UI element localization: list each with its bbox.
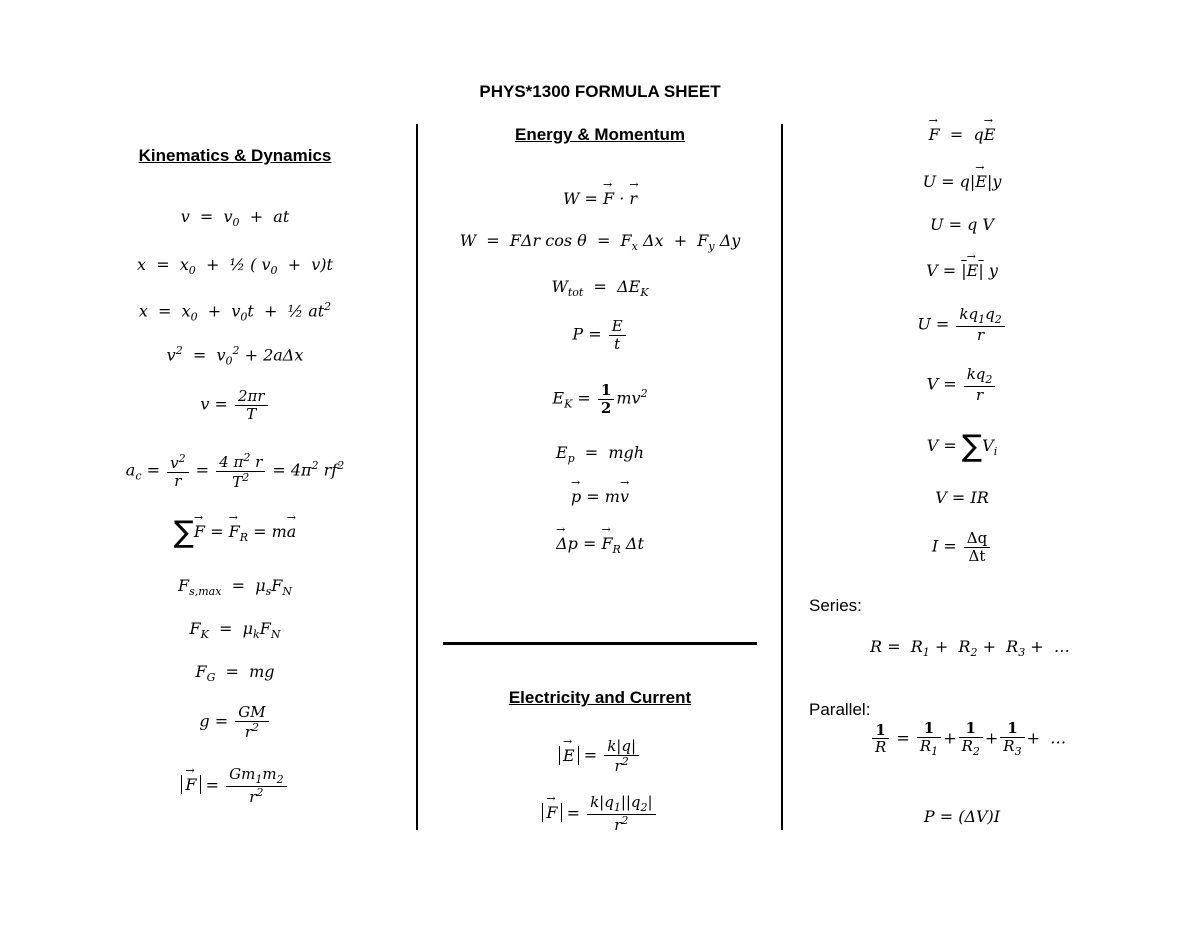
formula-kinetic-energy: $E_K$ = $\frac{1}{2}$ $mv^2$ <box>552 381 648 417</box>
section-heading-electricity: Electricity and Current <box>508 688 692 707</box>
formula-work-dot: W = → F · → r <box>450 190 750 208</box>
formula-electric-force: → F = q→ E <box>812 126 1112 144</box>
formula-newton-second-law: ∑→ F = → $F_R = m\to a$ <box>85 516 385 549</box>
formula-velocity: $v = v_0$ + at <box>180 207 290 230</box>
formula-ohms-law: V = IR <box>935 488 989 507</box>
section-heading-kinematics: Kinematics & Dynamics <box>138 146 332 165</box>
formula-voltage-field: V = |→ E| y <box>812 262 1112 280</box>
section-heading-energy: Energy & Momentum <box>514 125 686 144</box>
formula-electric-field: → E = $\frac{k|q|}{r^2}$ <box>450 738 750 774</box>
formula-position-accel: $x = x_0 + v_0t$ + ½ $at^2$ <box>138 300 332 324</box>
formula-power: P = $\frac{E}{t}$ <box>450 318 750 352</box>
formula-position-avg: $x = x_0$ + ½ ( $v_0 + v)t$ <box>137 255 333 278</box>
formula-impulse: → Δp = → $F_R$ Δt <box>450 535 750 556</box>
formula-potential-energy-charges: U = $\frac{kq_1q_2}{r}$ <box>812 306 1112 344</box>
formula-velocity-squared: $v^2 = v_0^2 + 2a\Delta x$ <box>166 344 304 368</box>
parallel-label: Parallel: <box>809 700 871 719</box>
formula-coulomb-law: → F = $\frac{k|q_1||q_2|}{r^2}$ <box>450 794 750 834</box>
formula-parallel-resistance: $\frac{1}{R}$ = $\frac{1}{R_1}$ + $\frac{1}{R_2}$ + $\frac{1}{R_3}$ + … <box>870 720 1066 758</box>
formula-potential-energy-voltage: U = q V <box>930 215 994 234</box>
formula-electric-potential-energy-field: U = q|→ E|y <box>812 173 1112 191</box>
formula-circular-velocity: v = $\frac{2\pi r}{T}$ <box>85 388 385 422</box>
formula-gravitational-field: g = $\frac{GM}{r^2}$ <box>85 704 385 740</box>
formula-current: I = $\frac{\Delta q}{\Delta t}$ <box>812 530 1112 564</box>
formula-universal-gravitation: → F = $\frac{Gm_1m_2}{r^2}$ <box>85 766 385 806</box>
formula-potential-sum: $V = \sum V_i$ <box>926 429 998 464</box>
formula-momentum: → p = m→ v <box>450 488 750 506</box>
formula-potential-point-charge: V = $\frac{kq_2}{r}$ <box>812 366 1112 404</box>
formula-work-components: W = FΔr $\cos \theta = F_x$ $\Delta x + F_y$ Δy <box>459 231 741 254</box>
formula-electric-power: P = (ΔV)I <box>923 807 1001 826</box>
formula-potential-energy: $E_p$ = mgh <box>555 443 645 466</box>
section-divider <box>443 642 757 645</box>
formula-centripetal-accel: $a_c$ = $\frac{v^2}{r}$ = $\frac{4 \pi^2 r}{T^2}$ = $4\pi^2$ $rf^2$ <box>125 451 345 491</box>
formula-work-energy: $W_{tot} = \Delta E_K$ <box>551 277 649 300</box>
formula-static-friction: $F_{s,max} = \mu_sF_N$ <box>178 576 292 599</box>
formula-kinetic-friction: $F_K = \mu_kF_N$ <box>189 619 281 642</box>
column-divider-right <box>781 124 783 830</box>
formula-series-resistance: $R = R_1 + R_2 + R_3$ + … <box>870 637 1070 660</box>
page-title: PHYS*1300 FORMULA SHEET <box>479 82 721 101</box>
formula-gravity-force: $F_G$ = mg <box>195 662 275 685</box>
series-label: Series: <box>809 596 862 615</box>
column-divider-left <box>416 124 418 830</box>
